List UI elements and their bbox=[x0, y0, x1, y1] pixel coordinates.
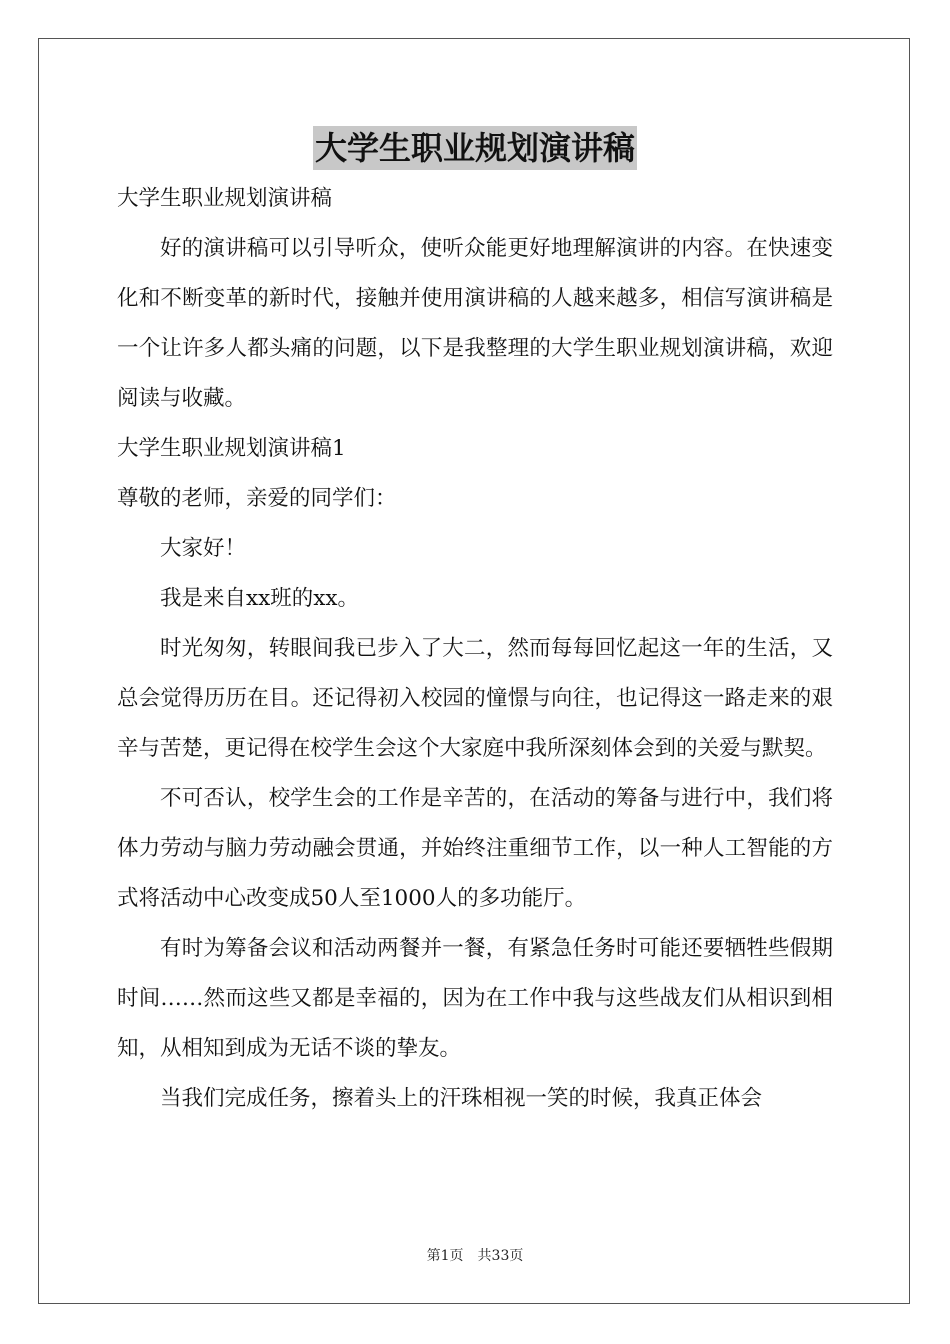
paragraph: 有时为筹备会议和活动两餐并一餐，有紧急任务时可能还要牺牲些假期时间……然而这些又都是幸福的，因为在工作中我与这些战友们从相识到相知，从相知到成为无话不谈的挚友。 bbox=[117, 936, 833, 1061]
paragraph: 我是来自xx班的xx。 bbox=[160, 586, 360, 611]
paragraph: 大家好！ bbox=[160, 536, 247, 561]
page-total: 共33页 bbox=[477, 1248, 524, 1264]
paragraph: 时光匆匆，转眼间我已步入了大二，然而每每回忆起这一年的生活，又总会觉得历历在目。还记得初入校园的憧憬与向往，也记得这一路走来的艰辛与苦楚，更记得在校学生会这个大家庭中我所深刻体会到的关爱与默契。 bbox=[117, 636, 833, 761]
document-title: 大学生职业规划演讲稿 bbox=[313, 126, 637, 170]
document-body bbox=[117, 174, 833, 1124]
paragraph: 大学生职业规划演讲稿1 bbox=[117, 436, 346, 461]
page-footer bbox=[0, 1247, 950, 1265]
paragraph: 不可否认，校学生会的工作是辛苦的，在活动的筹备与进行中，我们将体力劳动与脑力劳动融会贯通，并始终注重细节工作，以一种人工智能的方式将活动中心改变成50人至1000人的多功能厅。 bbox=[117, 786, 833, 911]
page-number: 第1页 bbox=[426, 1248, 464, 1264]
paragraph: 当我们完成任务，擦着头上的汗珠相视一笑的时候，我真正体会 bbox=[160, 1086, 763, 1111]
title-area bbox=[0, 126, 950, 170]
paragraph: 尊敬的老师，亲爱的同学们： bbox=[117, 486, 397, 511]
paragraph: 大学生职业规划演讲稿 bbox=[117, 186, 333, 211]
paragraph: 好的演讲稿可以引导听众，使听众能更好地理解演讲的内容。在快速变化和不断变革的新时代，接触并使用演讲稿的人越来越多，相信写演讲稿是一个让许多人都头痛的问题，以下是我整理的大学生职业规划演讲稿，欢迎阅读与收藏。 bbox=[117, 236, 833, 411]
